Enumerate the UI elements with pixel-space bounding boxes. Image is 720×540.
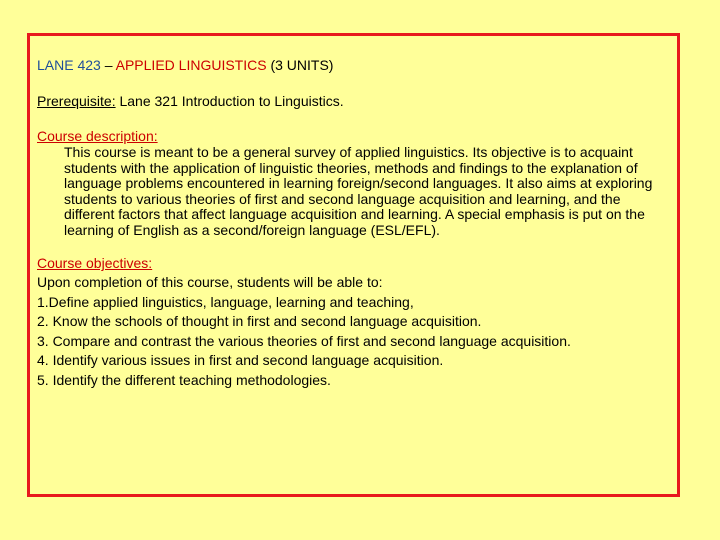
- objective-item-3: 3. Compare and contrast the various theories of first and second language acquisition.: [37, 332, 571, 349]
- objective-item-2: 2. Know the schools of thought in first and second language acquisition.: [37, 313, 482, 329]
- slide-content: [37, 56, 667, 390]
- description-text: This course is meant to be a general survey of applied linguistics. Its objective is to acquaint students with the application of linguistic theories, methods and findings to the explanation of language problems encountered in learning foreign/second languages. It also aims at exploring students to various theories of first and second language acquisition and learning, and the different factors that affect language acquisition and learning. A special emphasis is put on the learning of English as a second/foreign language (ESL/EFL).: [64, 144, 653, 238]
- objectives-heading: [37, 254, 667, 273]
- description-label: Course description:: [37, 128, 158, 144]
- objective-item-1: 1.Define applied linguistics, language, learning and teaching,: [37, 293, 414, 310]
- course-name: APPLIED LINGUISTICS: [115, 57, 267, 73]
- prerequisite-text: Lane 321 Introduction to Linguistics.: [115, 93, 344, 109]
- objective-item-5: 5. Identify the different teaching methodologies.: [37, 371, 331, 388]
- objective-item-4: 4. Identify various issues in first and second language acquisition.: [37, 352, 444, 368]
- description-heading: [37, 128, 667, 145]
- course-units: (3 UNITS): [266, 57, 334, 73]
- objectives-intro: Upon completion of this course, students will be able to:: [37, 274, 383, 290]
- prerequisite-label: Prerequisite:: [37, 93, 116, 109]
- objectives-label: Course objectives:: [37, 255, 153, 271]
- course-title: [37, 56, 667, 74]
- title-dash: –: [100, 57, 116, 73]
- prerequisite: [37, 92, 667, 110]
- slide-frame: [27, 33, 680, 497]
- course-code: LANE 423: [37, 57, 101, 73]
